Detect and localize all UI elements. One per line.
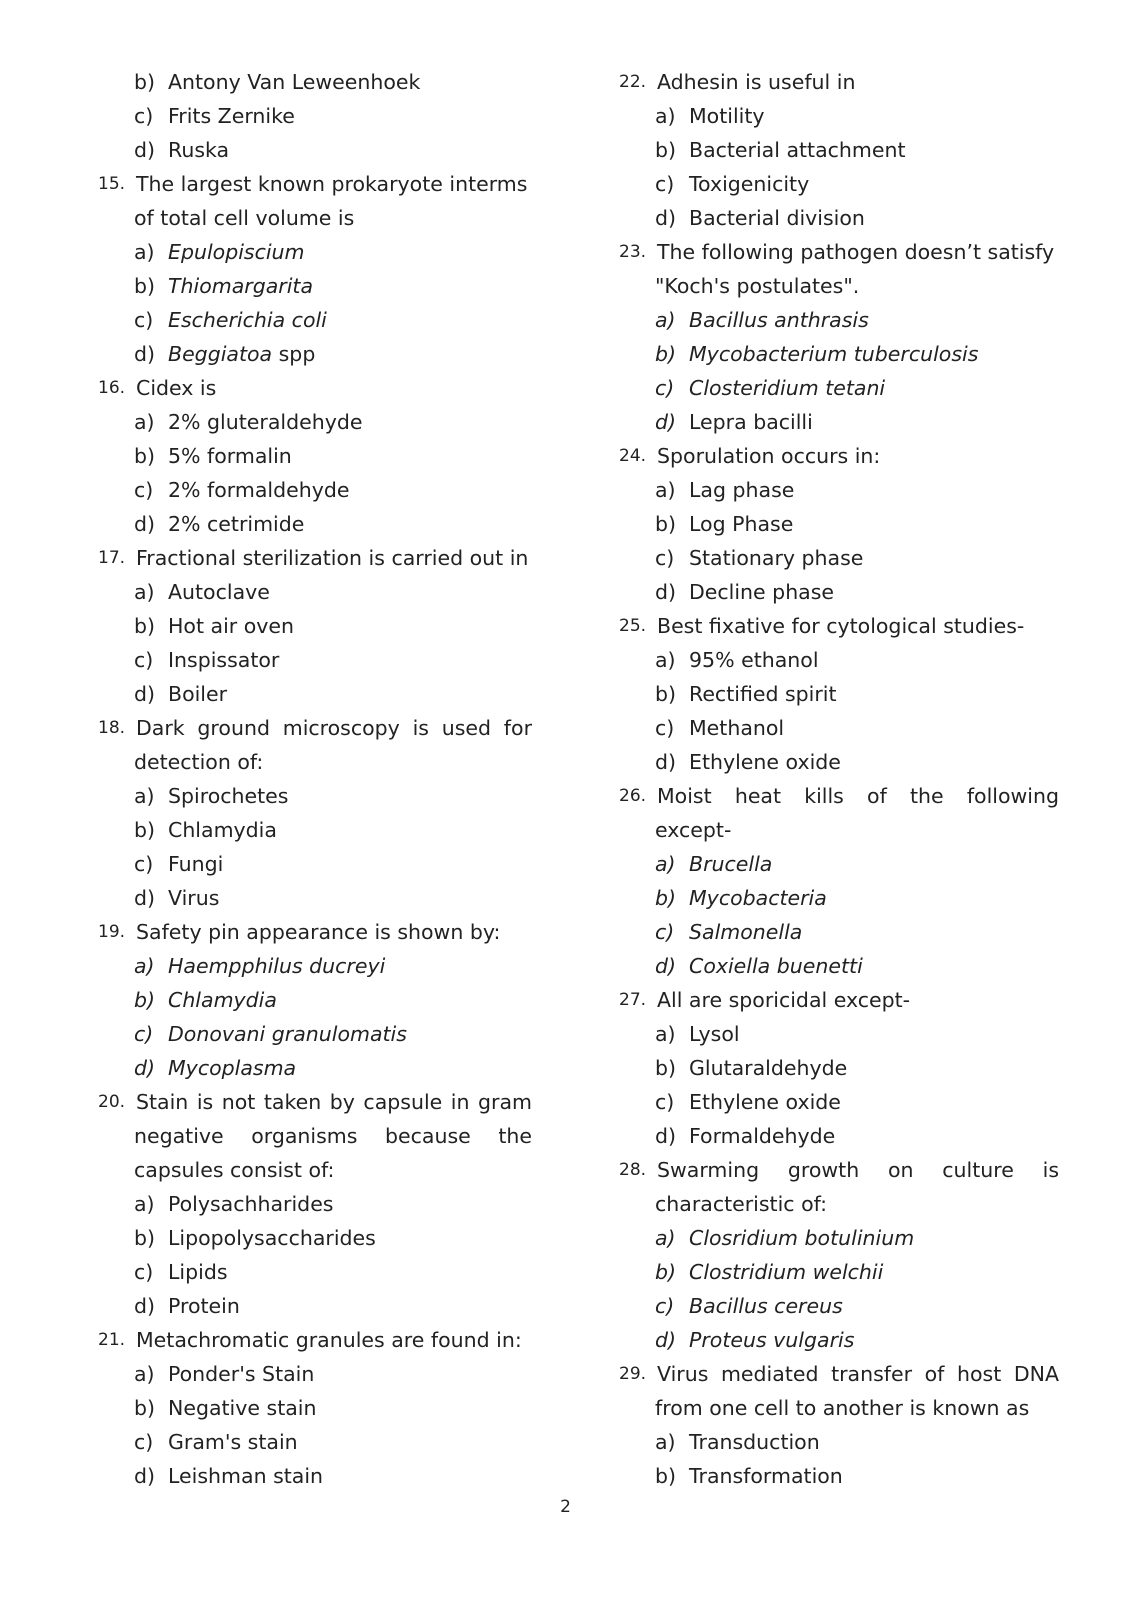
option-letter: b) xyxy=(655,512,677,536)
option-26-a xyxy=(619,847,1059,881)
option-26-b xyxy=(619,881,1059,915)
option-letter: b) xyxy=(134,1396,156,1420)
question-16 xyxy=(98,371,532,405)
option-18-c xyxy=(98,847,532,881)
option-letter: a) xyxy=(134,410,155,434)
option-text: Transduction xyxy=(689,1430,820,1454)
question-text: Best fixative for cytological studies- xyxy=(657,614,1025,638)
option-letter: a) xyxy=(134,954,155,978)
option-text: Lipopolysaccharides xyxy=(168,1226,376,1250)
option-14-b xyxy=(98,65,532,99)
option-text: Inspissator xyxy=(168,648,280,672)
option-letter: a) xyxy=(655,478,676,502)
option-25-d xyxy=(619,745,1059,779)
option-letter: a) xyxy=(655,308,676,332)
option-text: Escherichia coli xyxy=(168,308,327,332)
question-text: Safety pin appearance is shown by: xyxy=(136,920,501,944)
question-20 xyxy=(98,1085,532,1119)
option-16-a xyxy=(98,405,532,439)
option-text: Hot air oven xyxy=(168,614,294,638)
option-19-a xyxy=(98,949,532,983)
option-letter: a) xyxy=(134,240,155,264)
option-16-b xyxy=(98,439,532,473)
option-text-plain: spp xyxy=(272,342,316,366)
option-letter: c) xyxy=(134,1022,154,1046)
option-text: Clostridium welchii xyxy=(689,1260,884,1284)
option-letter: c) xyxy=(134,648,154,672)
question-27 xyxy=(619,983,1059,1017)
question-22 xyxy=(619,65,1059,99)
option-15-c xyxy=(98,303,532,337)
option-19-b xyxy=(98,983,532,1017)
option-23-a xyxy=(619,303,1059,337)
question-18 xyxy=(98,711,532,745)
option-text: Negative stain xyxy=(168,1396,317,1420)
question-number: 24. xyxy=(619,446,647,466)
question-text: Stain is not taken by capsule in gram xyxy=(136,1090,532,1114)
question-number: 16. xyxy=(98,378,126,398)
option-16-d xyxy=(98,507,532,541)
option-23-d xyxy=(619,405,1059,439)
option-text: Ruska xyxy=(168,138,230,162)
option-letter: c) xyxy=(655,1294,675,1318)
option-24-d xyxy=(619,575,1059,609)
option-text xyxy=(168,337,315,371)
question-text-continued: capsules consist of: xyxy=(134,1158,335,1182)
option-20-c xyxy=(98,1255,532,1289)
option-28-b xyxy=(619,1255,1059,1289)
option-text: Antony Van Leweenhoek xyxy=(168,70,421,94)
option-21-d xyxy=(98,1459,532,1493)
option-letter: a) xyxy=(134,580,155,604)
question-text: Metachromatic granules are found in: xyxy=(136,1328,522,1352)
option-letter: b) xyxy=(134,70,156,94)
option-28-a xyxy=(619,1221,1059,1255)
question-text: Cidex is xyxy=(136,376,217,400)
option-letter: d) xyxy=(134,1056,156,1080)
option-text: Thiomargarita xyxy=(168,274,314,298)
option-letter: d) xyxy=(134,138,156,162)
option-text: Bacterial attachment xyxy=(689,138,906,162)
option-14-d xyxy=(98,133,532,167)
option-20-d xyxy=(98,1289,532,1323)
option-15-b xyxy=(98,269,532,303)
option-22-a xyxy=(619,99,1059,133)
option-letter: b) xyxy=(134,1226,156,1250)
option-letter: d) xyxy=(655,750,677,774)
option-26-c xyxy=(619,915,1059,949)
option-letter: c) xyxy=(655,376,675,400)
option-25-c xyxy=(619,711,1059,745)
option-text: Lysol xyxy=(689,1022,740,1046)
option-text: Methanol xyxy=(689,716,785,740)
option-text: Donovani granulomatis xyxy=(168,1022,407,1046)
option-22-b xyxy=(619,133,1059,167)
option-19-d xyxy=(98,1051,532,1085)
option-text: Bacillus cereus xyxy=(689,1294,843,1318)
question-number: 15. xyxy=(98,174,126,194)
question-text: Dark ground microscopy is used for xyxy=(136,716,532,740)
question-text: All are sporicidal except- xyxy=(657,988,911,1012)
option-20-a xyxy=(98,1187,532,1221)
option-21-b xyxy=(98,1391,532,1425)
option-17-d xyxy=(98,677,532,711)
option-text: Mycoplasma xyxy=(168,1056,297,1080)
option-text: Virus xyxy=(168,886,220,910)
option-letter: b) xyxy=(655,1056,677,1080)
question-number: 22. xyxy=(619,72,647,92)
option-letter: d) xyxy=(134,886,156,910)
option-letter: c) xyxy=(655,1090,675,1114)
question-17 xyxy=(98,541,532,575)
question-29 xyxy=(619,1357,1059,1391)
option-text: Mycobacterium tuberculosis xyxy=(689,342,979,366)
option-text: Ethylene oxide xyxy=(689,750,841,774)
option-text: Proteus vulgaris xyxy=(689,1328,855,1352)
option-text: 2% gluteraldehyde xyxy=(168,410,363,434)
option-text: Autoclave xyxy=(168,580,270,604)
option-text: Gram's stain xyxy=(168,1430,298,1454)
option-letter: b) xyxy=(134,274,156,298)
option-21-c xyxy=(98,1425,532,1459)
option-text: 2% formaldehyde xyxy=(168,478,350,502)
option-letter: d) xyxy=(655,954,677,978)
option-letter: d) xyxy=(655,580,677,604)
question-text: Virus mediated transfer of host DNA xyxy=(657,1362,1059,1386)
option-text: Mycobacteria xyxy=(689,886,827,910)
question-text-continued: negative organisms because the xyxy=(134,1124,532,1148)
option-text: Bacillus anthrasis xyxy=(689,308,869,332)
option-letter: d) xyxy=(655,1124,677,1148)
question-text: Sporulation occurs in: xyxy=(657,444,881,468)
question-text: The following pathogen doesn’t satisfy xyxy=(657,240,1055,264)
option-27-b xyxy=(619,1051,1059,1085)
option-text: Rectified spirit xyxy=(689,682,837,706)
option-letter: b) xyxy=(655,1464,677,1488)
left-column xyxy=(98,65,532,1493)
option-text: Polysachharides xyxy=(168,1192,334,1216)
question-28 xyxy=(619,1153,1059,1187)
option-14-c xyxy=(98,99,532,133)
option-letter: c) xyxy=(655,546,675,570)
option-27-c xyxy=(619,1085,1059,1119)
option-letter: a) xyxy=(655,1226,676,1250)
option-24-b xyxy=(619,507,1059,541)
question-number: 19. xyxy=(98,922,126,942)
option-27-a xyxy=(619,1017,1059,1051)
option-text: Frits Zernike xyxy=(168,104,295,128)
option-letter: c) xyxy=(655,716,675,740)
option-text: Ethylene oxide xyxy=(689,1090,841,1114)
option-letter: a) xyxy=(655,1430,676,1454)
option-letter: a) xyxy=(655,648,676,672)
option-25-b xyxy=(619,677,1059,711)
option-letter: c) xyxy=(134,308,154,332)
option-letter: d) xyxy=(655,206,677,230)
question-number: 29. xyxy=(619,1364,647,1384)
question-number: 28. xyxy=(619,1160,647,1180)
option-letter: b) xyxy=(655,682,677,706)
option-29-a xyxy=(619,1425,1059,1459)
option-letter: c) xyxy=(134,104,154,128)
option-text: Closteridium tetani xyxy=(689,376,886,400)
question-number: 20. xyxy=(98,1092,126,1112)
option-letter: b) xyxy=(134,818,156,842)
option-text: 95% ethanol xyxy=(689,648,819,672)
option-text: Stationary phase xyxy=(689,546,864,570)
option-letter: a) xyxy=(134,1362,155,1386)
option-text: Spirochetes xyxy=(168,784,289,808)
option-24-c xyxy=(619,541,1059,575)
option-letter: a) xyxy=(655,104,676,128)
option-25-a xyxy=(619,643,1059,677)
option-letter: a) xyxy=(655,852,676,876)
option-text: Ponder's Stain xyxy=(168,1362,315,1386)
option-15-d xyxy=(98,337,532,371)
option-text: Brucella xyxy=(689,852,773,876)
option-19-c xyxy=(98,1017,532,1051)
option-text: Haempphilus ducreyi xyxy=(168,954,386,978)
question-number: 26. xyxy=(619,786,647,806)
question-text: Moist heat kills of the following xyxy=(657,784,1059,808)
option-27-d xyxy=(619,1119,1059,1153)
option-24-a xyxy=(619,473,1059,507)
question-text: Fractional sterilization is carried out in xyxy=(136,546,529,570)
option-18-d xyxy=(98,881,532,915)
question-number: 27. xyxy=(619,990,647,1010)
question-19 xyxy=(98,915,532,949)
option-text: Log Phase xyxy=(689,512,794,536)
option-text-italic: Beggiatoa xyxy=(168,342,273,366)
option-letter: b) xyxy=(134,988,156,1012)
option-text: Transformation xyxy=(689,1464,843,1488)
option-18-a xyxy=(98,779,532,813)
question-15 xyxy=(98,167,532,201)
option-text: Chlamydia xyxy=(168,988,277,1012)
option-text: Formaldehyde xyxy=(689,1124,836,1148)
right-column xyxy=(619,65,1059,1493)
question-number: 18. xyxy=(98,718,126,738)
option-letter: d) xyxy=(134,512,156,536)
option-text: Leishman stain xyxy=(168,1464,324,1488)
option-text: 2% cetrimide xyxy=(168,512,305,536)
option-letter: a) xyxy=(134,784,155,808)
option-text: 5% formalin xyxy=(168,444,292,468)
option-18-b xyxy=(98,813,532,847)
option-text: Salmonella xyxy=(689,920,803,944)
option-16-c xyxy=(98,473,532,507)
option-letter: c) xyxy=(134,1430,154,1454)
option-text: Epulopiscium xyxy=(168,240,305,264)
option-letter: a) xyxy=(134,1192,155,1216)
option-letter: b) xyxy=(134,444,156,468)
option-17-c xyxy=(98,643,532,677)
question-text: The largest known prokaryote interms xyxy=(136,172,528,196)
option-text: Lepra bacilli xyxy=(689,410,813,434)
option-26-d xyxy=(619,949,1059,983)
option-22-d xyxy=(619,201,1059,235)
option-letter: d) xyxy=(134,682,156,706)
option-15-a xyxy=(98,235,532,269)
option-17-b xyxy=(98,609,532,643)
question-text: Adhesin is useful in xyxy=(657,70,856,94)
question-26 xyxy=(619,779,1059,813)
page-number: 2 xyxy=(560,1497,571,1517)
option-letter: b) xyxy=(134,614,156,638)
question-23 xyxy=(619,235,1059,269)
question-text-continued: "Koch's postulates". xyxy=(655,274,860,298)
question-text-continued: of total cell volume is xyxy=(134,206,355,230)
option-17-a xyxy=(98,575,532,609)
option-letter: a) xyxy=(655,1022,676,1046)
option-text: Decline phase xyxy=(689,580,835,604)
option-text: Fungi xyxy=(168,852,224,876)
option-20-b xyxy=(98,1221,532,1255)
option-letter: d) xyxy=(134,1464,156,1488)
option-letter: c) xyxy=(655,172,675,196)
question-number: 21. xyxy=(98,1330,126,1350)
option-letter: b) xyxy=(655,138,677,162)
option-letter: c) xyxy=(134,852,154,876)
option-text: Lag phase xyxy=(689,478,795,502)
option-letter: d) xyxy=(655,410,677,434)
question-number: 23. xyxy=(619,242,647,262)
option-letter: b) xyxy=(655,886,677,910)
option-letter: b) xyxy=(655,342,677,366)
option-text: Toxigenicity xyxy=(689,172,810,196)
option-23-c xyxy=(619,371,1059,405)
option-text: Chlamydia xyxy=(168,818,277,842)
option-text: Bacterial division xyxy=(689,206,865,230)
question-text-continued: except- xyxy=(655,818,732,842)
question-text-continued: characteristic of: xyxy=(655,1192,827,1216)
option-letter: b) xyxy=(655,1260,677,1284)
option-letter: d) xyxy=(134,342,156,366)
option-text: Closridium botulinium xyxy=(689,1226,915,1250)
option-letter: c) xyxy=(655,920,675,944)
option-21-a xyxy=(98,1357,532,1391)
option-letter: d) xyxy=(134,1294,156,1318)
option-text: Glutaraldehyde xyxy=(689,1056,848,1080)
option-letter: d) xyxy=(655,1328,677,1352)
question-text: Swarming growth on culture is xyxy=(657,1158,1059,1182)
question-24 xyxy=(619,439,1059,473)
option-text: Boiler xyxy=(168,682,228,706)
option-text: Coxiella buenetti xyxy=(689,954,863,978)
option-text: Protein xyxy=(168,1294,240,1318)
question-21 xyxy=(98,1323,532,1357)
question-text-continued: from one cell to another is known as xyxy=(655,1396,1030,1420)
option-29-b xyxy=(619,1459,1059,1493)
question-number: 17. xyxy=(98,548,126,568)
option-letter: c) xyxy=(134,1260,154,1284)
question-number: 25. xyxy=(619,616,647,636)
option-28-c xyxy=(619,1289,1059,1323)
question-25 xyxy=(619,609,1059,643)
option-28-d xyxy=(619,1323,1059,1357)
option-22-c xyxy=(619,167,1059,201)
option-letter: c) xyxy=(134,478,154,502)
option-23-b xyxy=(619,337,1059,371)
option-text: Motility xyxy=(689,104,765,128)
option-text: Lipids xyxy=(168,1260,228,1284)
question-text-continued: detection of: xyxy=(134,750,264,774)
